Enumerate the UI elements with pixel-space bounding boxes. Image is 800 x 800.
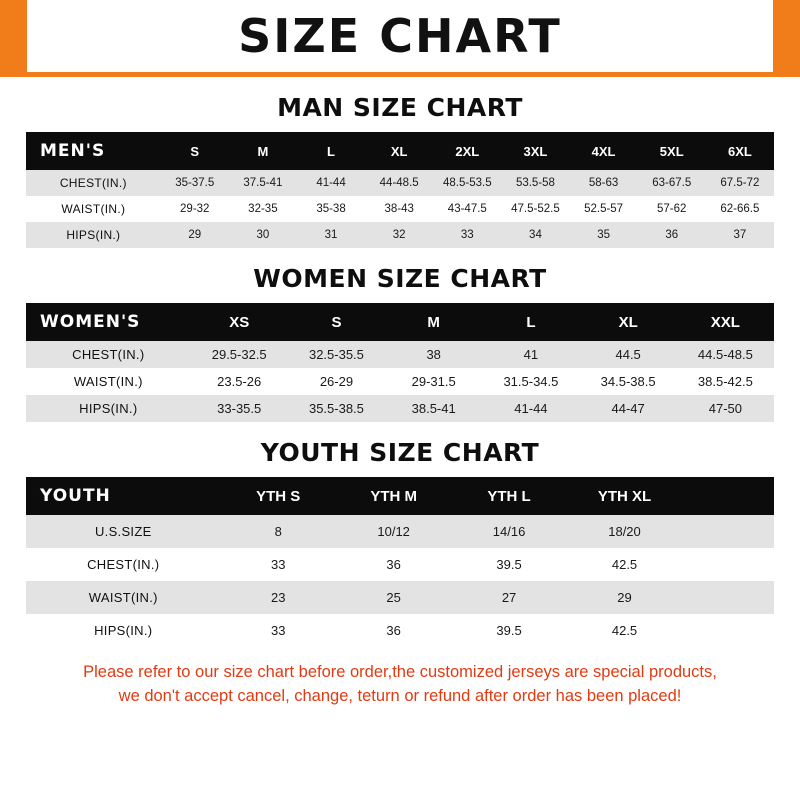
man-chest-l: 41-44 [297,170,365,196]
women-col-xxl: XXL [677,303,774,341]
man-col-6xl: 6XL [706,132,774,170]
table-row [26,395,774,422]
women-col-m: M [385,303,482,341]
youth-ussize-m: 10/12 [336,515,451,548]
women-table-head [26,303,774,341]
man-chest-label: CHEST(IN.) [26,170,161,196]
table-row [26,581,774,614]
table-header-row [26,132,774,170]
youth-chest-label: CHEST(IN.) [26,548,221,581]
man-col-m: M [229,132,297,170]
header-accent-right [773,0,800,72]
footer-note-line-2: we don't accept cancel, change, teturn or refund after order has been placed! [118,686,682,705]
youth-waist-label: WAIST(IN.) [26,581,221,614]
women-chest-l: 41 [482,341,579,368]
charts-container [0,93,800,709]
man-waist-m: 32-35 [229,196,297,222]
youth-waist-xl: 29 [567,581,682,614]
youth-size-table [26,477,774,647]
man-waist-s: 29-32 [161,196,229,222]
man-hips-s: 29 [161,222,229,248]
man-waist-xl: 38-43 [365,196,433,222]
youth-col-m: YTH M [336,477,451,515]
youth-col-xl: YTH XL [567,477,682,515]
table-row [26,515,774,548]
women-col-l: L [482,303,579,341]
youth-col-spacer [682,477,774,515]
man-chest-3xl: 53.5-58 [501,170,569,196]
man-chest-2xl: 48.5-53.5 [433,170,501,196]
table-row [26,341,774,368]
women-chest-s: 32.5-35.5 [288,341,385,368]
man-col-xl: XL [365,132,433,170]
table-header-row [26,303,774,341]
header-divider [0,72,800,77]
man-hips-m: 30 [229,222,297,248]
page-title: SIZE CHART [238,9,562,63]
table-row [26,614,774,647]
header-accent-left [0,0,27,72]
youth-waist-s: 23 [221,581,336,614]
women-hips-m: 38.5-41 [385,395,482,422]
women-size-table [26,303,774,422]
youth-hips-label: HIPS(IN.) [26,614,221,647]
youth-ussize-spacer [682,515,774,548]
man-waist-label: WAIST(IN.) [26,196,161,222]
man-chest-5xl: 63-67.5 [638,170,706,196]
man-hips-2xl: 33 [433,222,501,248]
youth-chest-spacer [682,548,774,581]
youth-ussize-s: 8 [221,515,336,548]
man-waist-5xl: 57-62 [638,196,706,222]
women-section-title: WOMEN SIZE CHART [253,264,547,293]
table-row [26,548,774,581]
youth-chest-m: 36 [336,548,451,581]
youth-ussize-l: 14/16 [451,515,566,548]
women-waist-xs: 23.5-26 [191,368,288,395]
man-chest-s: 35-37.5 [161,170,229,196]
youth-ussize-label: U.S.SIZE [26,515,221,548]
man-hips-label: HIPS(IN.) [26,222,161,248]
man-hips-3xl: 34 [501,222,569,248]
youth-hips-xl: 42.5 [567,614,682,647]
women-waist-s: 26-29 [288,368,385,395]
youth-waist-m: 25 [336,581,451,614]
youth-chest-l: 39.5 [451,548,566,581]
table-row [26,196,774,222]
man-col-3xl: 3XL [501,132,569,170]
man-col-5xl: 5XL [638,132,706,170]
man-chest-xl: 44-48.5 [365,170,433,196]
man-waist-3xl: 47.5-52.5 [501,196,569,222]
man-chest-4xl: 58-63 [570,170,638,196]
youth-hips-m: 36 [336,614,451,647]
man-hips-6xl: 37 [706,222,774,248]
women-hips-l: 41-44 [482,395,579,422]
man-col-l: L [297,132,365,170]
table-row [26,222,774,248]
page-header [0,0,800,72]
youth-chest-s: 33 [221,548,336,581]
youth-section-title: YOUTH SIZE CHART [260,438,540,467]
man-row-label-header: MEN'S [26,132,161,170]
man-hips-l: 31 [297,222,365,248]
women-hips-xs: 33-35.5 [191,395,288,422]
youth-table-body [26,515,774,647]
man-waist-l: 35-38 [297,196,365,222]
women-waist-xl: 34.5-38.5 [580,368,677,395]
man-waist-2xl: 43-47.5 [433,196,501,222]
man-chest-m: 37.5-41 [229,170,297,196]
youth-waist-l: 27 [451,581,566,614]
footer-note [26,661,774,709]
youth-col-l: YTH L [451,477,566,515]
man-hips-4xl: 35 [570,222,638,248]
youth-hips-s: 33 [221,614,336,647]
women-waist-xxl: 38.5-42.5 [677,368,774,395]
youth-col-s: YTH S [221,477,336,515]
women-chest-m: 38 [385,341,482,368]
man-table-body [26,170,774,248]
table-row [26,368,774,395]
women-waist-m: 29-31.5 [385,368,482,395]
youth-table-head [26,477,774,515]
women-hips-s: 35.5-38.5 [288,395,385,422]
women-row-label-header: WOMEN'S [26,303,191,341]
man-hips-5xl: 36 [638,222,706,248]
women-hips-xxl: 47-50 [677,395,774,422]
table-header-row [26,477,774,515]
youth-chest-xl: 42.5 [567,548,682,581]
youth-hips-l: 39.5 [451,614,566,647]
women-chest-xxl: 44.5-48.5 [677,341,774,368]
women-col-s: S [288,303,385,341]
women-chest-label: CHEST(IN.) [26,341,191,368]
women-table-body [26,341,774,422]
women-col-xs: XS [191,303,288,341]
footer-note-line-1: Please refer to our size chart before order,the customized jerseys are special products, [83,663,717,681]
women-waist-l: 31.5-34.5 [482,368,579,395]
man-section-title: MAN SIZE CHART [277,93,523,122]
man-col-4xl: 4XL [570,132,638,170]
women-chest-xl: 44.5 [580,341,677,368]
table-row [26,170,774,196]
youth-row-label-header: YOUTH [26,477,221,515]
man-size-table [26,132,774,248]
man-col-2xl: 2XL [433,132,501,170]
man-hips-xl: 32 [365,222,433,248]
youth-waist-spacer [682,581,774,614]
man-waist-6xl: 62-66.5 [706,196,774,222]
man-col-s: S [161,132,229,170]
youth-ussize-xl: 18/20 [567,515,682,548]
man-waist-4xl: 52.5-57 [570,196,638,222]
man-chest-6xl: 67.5-72 [706,170,774,196]
women-hips-xl: 44-47 [580,395,677,422]
man-table-head [26,132,774,170]
women-hips-label: HIPS(IN.) [26,395,191,422]
women-col-xl: XL [580,303,677,341]
youth-hips-spacer [682,614,774,647]
women-chest-xs: 29.5-32.5 [191,341,288,368]
women-waist-label: WAIST(IN.) [26,368,191,395]
